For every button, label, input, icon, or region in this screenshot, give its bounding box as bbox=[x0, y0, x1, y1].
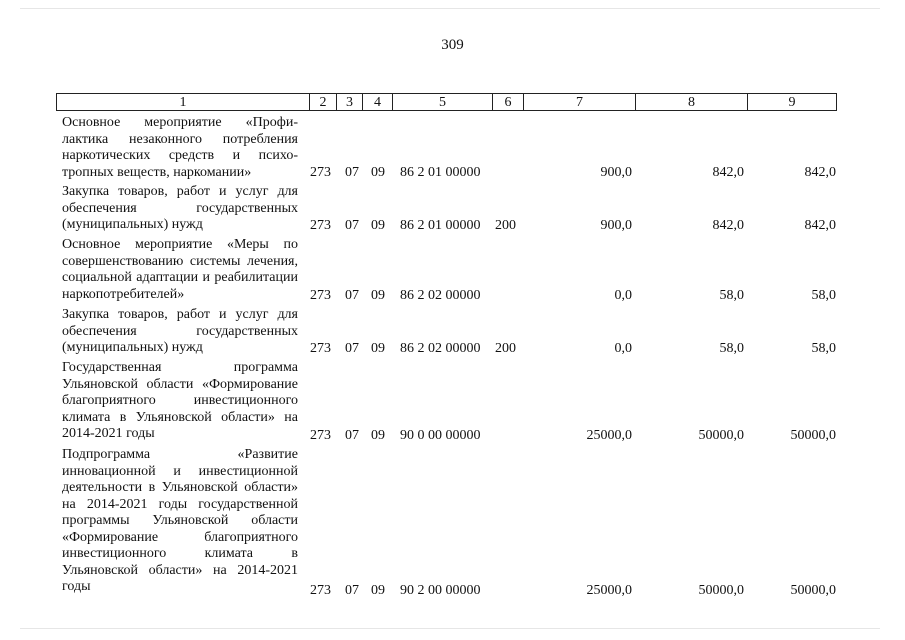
cell-col-4: 09 bbox=[371, 288, 385, 303]
header-col-1: 1 bbox=[56, 93, 309, 111]
cell-col-5: 90 0 00 00000 bbox=[400, 428, 481, 443]
header-col-8: 8 bbox=[635, 93, 747, 111]
cell-col-2: 273 bbox=[310, 288, 331, 303]
cell-col-8: 50000,0 bbox=[698, 583, 744, 598]
cell-col-9: 58,0 bbox=[811, 341, 836, 356]
header-col-3: 3 bbox=[336, 93, 362, 111]
row-description: Государственная программа Ульяновской области «Формирование благоприятного инвестиционного климата в Ульяновской области» на 2014-2021 годы bbox=[62, 360, 298, 441]
cell-col-7: 0,0 bbox=[614, 288, 632, 303]
header-col-4: 4 bbox=[362, 93, 392, 111]
cell-col-5: 86 2 02 00000 bbox=[400, 288, 481, 303]
cell-col-2: 273 bbox=[310, 218, 331, 233]
cell-col-4: 09 bbox=[371, 341, 385, 356]
header-col-9: 9 bbox=[747, 93, 837, 111]
row-description: Подпрограмма «Развитие инновационной и инвестиционной деятельности в Ульяновской области» на 2014-2021 годы государственной программы Ульяновской области «Формирование благоприятного инвестиционного климата в Ульяновской области» на 2014-2021 годы bbox=[62, 447, 298, 594]
cell-col-8: 58,0 bbox=[719, 288, 744, 303]
cell-col-9: 842,0 bbox=[804, 218, 836, 233]
cell-col-7: 900,0 bbox=[600, 165, 632, 180]
scan-artifact-top bbox=[20, 8, 880, 9]
cell-col-5: 90 2 00 00000 bbox=[400, 583, 481, 598]
cell-col-3: 07 bbox=[345, 428, 359, 443]
cell-col-2: 273 bbox=[310, 583, 331, 598]
cell-col-4: 09 bbox=[371, 218, 385, 233]
header-col-7: 7 bbox=[523, 93, 635, 111]
header-col-2: 2 bbox=[309, 93, 336, 111]
cell-col-3: 07 bbox=[345, 341, 359, 356]
scan-artifact-bottom bbox=[20, 628, 880, 629]
row-description: Закупка товаров, работ и услуг для обеспечения государственных (муниципальных) нужд bbox=[62, 184, 298, 232]
cell-col-7: 25000,0 bbox=[586, 583, 632, 598]
cell-col-5: 86 2 02 00000 bbox=[400, 341, 481, 356]
cell-col-9: 58,0 bbox=[811, 288, 836, 303]
cell-col-3: 07 bbox=[345, 165, 359, 180]
cell-col-4: 09 bbox=[371, 165, 385, 180]
cell-col-7: 25000,0 bbox=[586, 428, 632, 443]
cell-col-8: 842,0 bbox=[712, 165, 744, 180]
cell-col-2: 273 bbox=[310, 165, 331, 180]
row-description: Закупка товаров, работ и услуг для обеспечения государственных (муниципальных) нужд bbox=[62, 307, 298, 355]
page-number: 309 bbox=[441, 37, 464, 53]
cell-col-2: 273 bbox=[310, 341, 331, 356]
cell-col-9: 842,0 bbox=[804, 165, 836, 180]
cell-col-3: 07 bbox=[345, 288, 359, 303]
cell-col-6: 200 bbox=[495, 218, 516, 233]
header-col-5: 5 bbox=[392, 93, 492, 111]
cell-col-9: 50000,0 bbox=[790, 583, 836, 598]
cell-col-7: 900,0 bbox=[600, 218, 632, 233]
cell-col-5: 86 2 01 00000 bbox=[400, 218, 481, 233]
cell-col-4: 09 bbox=[371, 428, 385, 443]
cell-col-5: 86 2 01 00000 bbox=[400, 165, 481, 180]
cell-col-4: 09 bbox=[371, 583, 385, 598]
cell-col-8: 58,0 bbox=[719, 341, 744, 356]
cell-col-8: 842,0 bbox=[712, 218, 744, 233]
cell-col-3: 07 bbox=[345, 218, 359, 233]
row-description: Основное мероприятие «Профилактика незаконного потребления наркотических средств и психотропных веществ, наркомании» bbox=[62, 115, 298, 180]
cell-col-9: 50000,0 bbox=[790, 428, 836, 443]
cell-col-7: 0,0 bbox=[614, 341, 632, 356]
cell-col-8: 50000,0 bbox=[698, 428, 744, 443]
cell-col-6: 200 bbox=[495, 341, 516, 356]
cell-col-2: 273 bbox=[310, 428, 331, 443]
cell-col-3: 07 bbox=[345, 583, 359, 598]
row-description: Основное мероприятие «Меры по совершенствованию системы лечения, социальной адаптации и реабилитации наркопотребителей» bbox=[62, 237, 298, 302]
header-col-6: 6 bbox=[492, 93, 523, 111]
